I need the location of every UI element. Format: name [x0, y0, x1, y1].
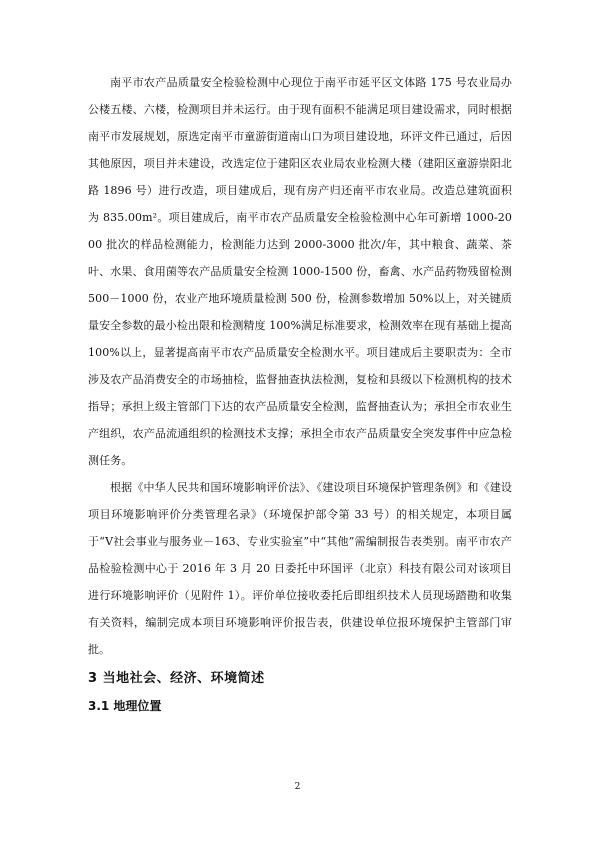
section-heading-3: 3 当地社会、经济、环境简述 — [88, 671, 265, 686]
page-number: 2 — [294, 782, 301, 792]
document-body — [88, 69, 512, 719]
paragraph-project-overview: 南平市农产品质量安全检验检测中心现位于南平市延平区文体路 175 号农业局办公楼五楼、六楼，检测项目并未运行。由于现有面积不能满足项目建设需求，同时根据南平市发展规划，原选定南平市童游街道南山口为项目建设地，环评文件已通过，后因其他原因，项目并未建设，改选定位于建阳区农业局农业检测大楼（建阳区童游崇阳北路 1896 号）进行改造，项目建成后，现有房产归还南平市农业局。改造总建筑面积为 835.00m²。项目建成后，南平市农产品质量安全检验检测中心年可新增 1000-2000 批次的样品检测能力，检测能力达到 2000-3000 批次/年，其中粮食、蔬菜、茶叶、水果、食用菌等农产品质量安全检测 1000-1500 份，畜禽、水产品药物残留检测 500－1000 份，农业产地环境质量检测 500 份，检测参数增加 50%以上，对关键质量安全参数的最小检出限和检测精度 100%满足标准要求，检测效率在现有基础上提高 100%以上，显著提高南平市农产品质量安全检测水平。项目建成后主要职责为：全市涉及农产品消费安全的市场抽检，监督抽查执法检测，复检和县级以下检测机构的技术指导；承担上级主管部门下达的农产品质量安全检测，监督抽查认为；承担全市农业生产组织，农产品流通组织的检测技术支撑；承担全市农产品质量安全突发事件中应急检测任务。 — [88, 76, 512, 467]
paragraph-eia-basis: 根据《中华人民共和国环境影响评价法》、《建设项目环境保护管理条例》和《建设项目环境影响评价分类管理名录》（环境保护部令第 33 号）的相关规定，本项目属于“Ⅴ社会事业与服务业－163、专业实验室”中“其他”需编制报告表类别。南平市农产品检验检测中心于 2016 年 3 月 20 日委托中环国评（北京）科技有限公司对该项目进行环境影响评价（见附件 1）。评价单位接收委托后即组织技术人员现场踏勘和收集有关资料，编制完成本项目环境影响评价报告表，供建设单位报环境保护主管部门审批。 — [88, 481, 512, 656]
section-heading-3-1: 3.1 地理位置 — [88, 699, 162, 713]
